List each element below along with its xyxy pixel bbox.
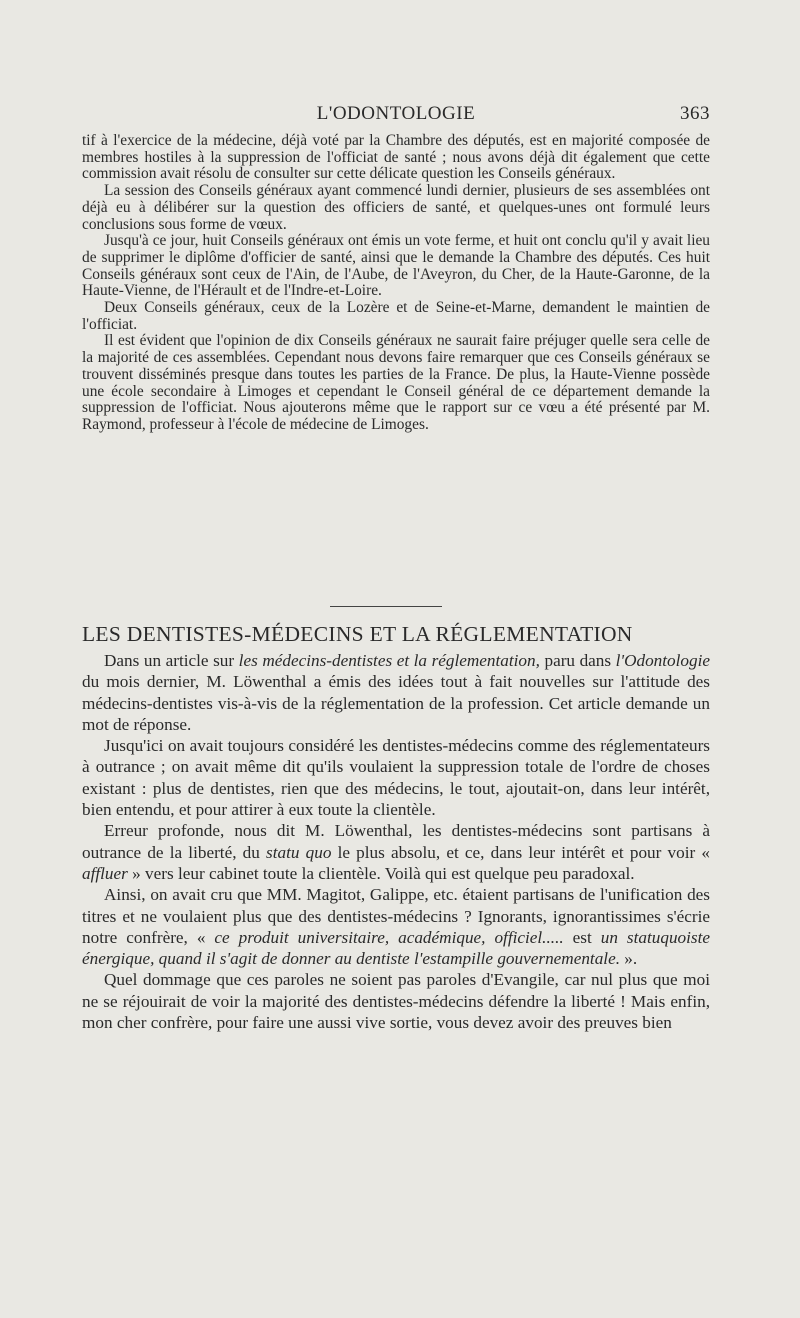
paragraph: Jusqu'à ce jour, huit Conseils généraux ont émis un vote ferme, et huit ont conclu qu'il y avait lieu de supprimer le diplôme d'officier de santé, ainsi que le demande la Chambre des députés. Ces huit Conseils généraux sont ceux de l'Ain, de l'Aube, de l'Aveyron, du Cher, de la Haute-Garonne, de la Haute-Vienne, de l'Hérault et de l'Indre-et-Loire. [82, 232, 710, 300]
quotation: ce produit universitaire, académique, officiel..... [214, 927, 564, 947]
running-title: L'ODONTOLOGIE [316, 103, 476, 124]
paragraph: Jusqu'ici on avait toujours considéré les dentistes-médecins comme des réglementateurs à outrance ; on avait même dit qu'ils voulaient la suppression totale de l'ordre de choses existant : plus de dentistes, rien que des médecins, le tout, ajoutait-on, dans leur intérêt, bien entendu, et pour attirer à eux toute la clientèle. [82, 736, 710, 820]
emphasis: statu quo [266, 842, 332, 862]
paragraph: Deux Conseils généraux, ceux de la Lozère et de Seine-et-Marne, demandent le maintien de l'officiat. [82, 299, 710, 333]
paragraph: Dans un article sur les médecins-dentistes et la réglementation, paru dans l'Odontologie du mois dernier, M. Löwenthal a émis des idées tout à fait nouvelles sur l'attitude des médecins-dentistes vis-à-vis de la réglementation de la profession. Cet article demande un mot de réponse. [82, 651, 711, 734]
paragraph: Quel dommage que ces paroles ne soient pas paroles d'Evangile, car nul plus que moi ne se réjouirait de voir la majorité des dentistes-médecins défendre la liberté ! Mais enfin, mon cher confrère, pour faire une aussi vive sortie, vous devez avoir des preuves bien [82, 970, 710, 1033]
paragraph: Ainsi, on avait cru que MM. Magitot, Galippe, etc. étaient partisans de l'unification des titres et ne voulaient plus que des dentistes-médecins ? Ignorants, ignorantissimes s'écrie notre confrère, « ce produit universitaire, académique, officiel..... est un statuquoiste énergique, quand il s'agit de donner au dentiste l'estampille gouvernementale. ». [82, 885, 711, 969]
dentistes-article [82, 650, 710, 1033]
paragraph: tif à l'exercice de la médecine, déjà voté par la Chambre des députés, est en majorité composée de membres hostiles à la suppression de l'officiat de santé ; nous avons déjà dit également que cette commission avait résolu de consulter sur cette délicate question les Conseils généraux. [82, 132, 710, 183]
page-number: 363 [680, 103, 710, 124]
paragraph: Erreur profonde, nous dit M. Löwenthal, les dentistes-médecins sont partisans à outrance de la liberté, du statu quo le plus absolu, et ce, dans leur intérêt et pour voir « affluer » vers leur cabinet toute la clientèle. Voilà qui est quelque peu paradoxal. [82, 821, 710, 883]
officiat-article-continuation [82, 133, 710, 434]
journal-title: l'Odontologie [615, 651, 711, 670]
emphasis: affluer [82, 863, 128, 883]
paragraph: La session des Conseils généraux ayant commencé lundi dernier, plusieurs de ses assemblées ont déjà eu à délibérer sur la question des officiers de santé, et quelques-unes ont formulé leurs conclusions sous forme de vœux. [82, 182, 710, 233]
quotation: un statuquoiste énergique, quand il s'agit de donner au dentiste l'estampille gouvernementale. [82, 927, 711, 969]
section-divider [330, 606, 442, 607]
emphasis: les médecins-dentistes et la réglementation, [238, 651, 540, 670]
page-header [82, 103, 710, 127]
paragraph: Il est évident que l'opinion de dix Conseils généraux ne saurait faire préjuger quelle sera celle de la majorité de ces assemblées. Cependant nous devons faire remarquer que ces Conseils généraux se trouvent disséminés presque dans toutes les parties de la France. De plus, la Haute-Vienne possède une école secondaire à Limoges et cependant le Conseil général de ce département demande la suppression de l'officiat. Nous ajouterons même que le rapport sur ce vœu a été présenté par M. Raymond, professeur à l'école de médecine de Limoges. [82, 332, 710, 433]
section-title: LES DENTISTES-MÉDECINS ET LA RÉGLEMENTATION [82, 622, 633, 646]
